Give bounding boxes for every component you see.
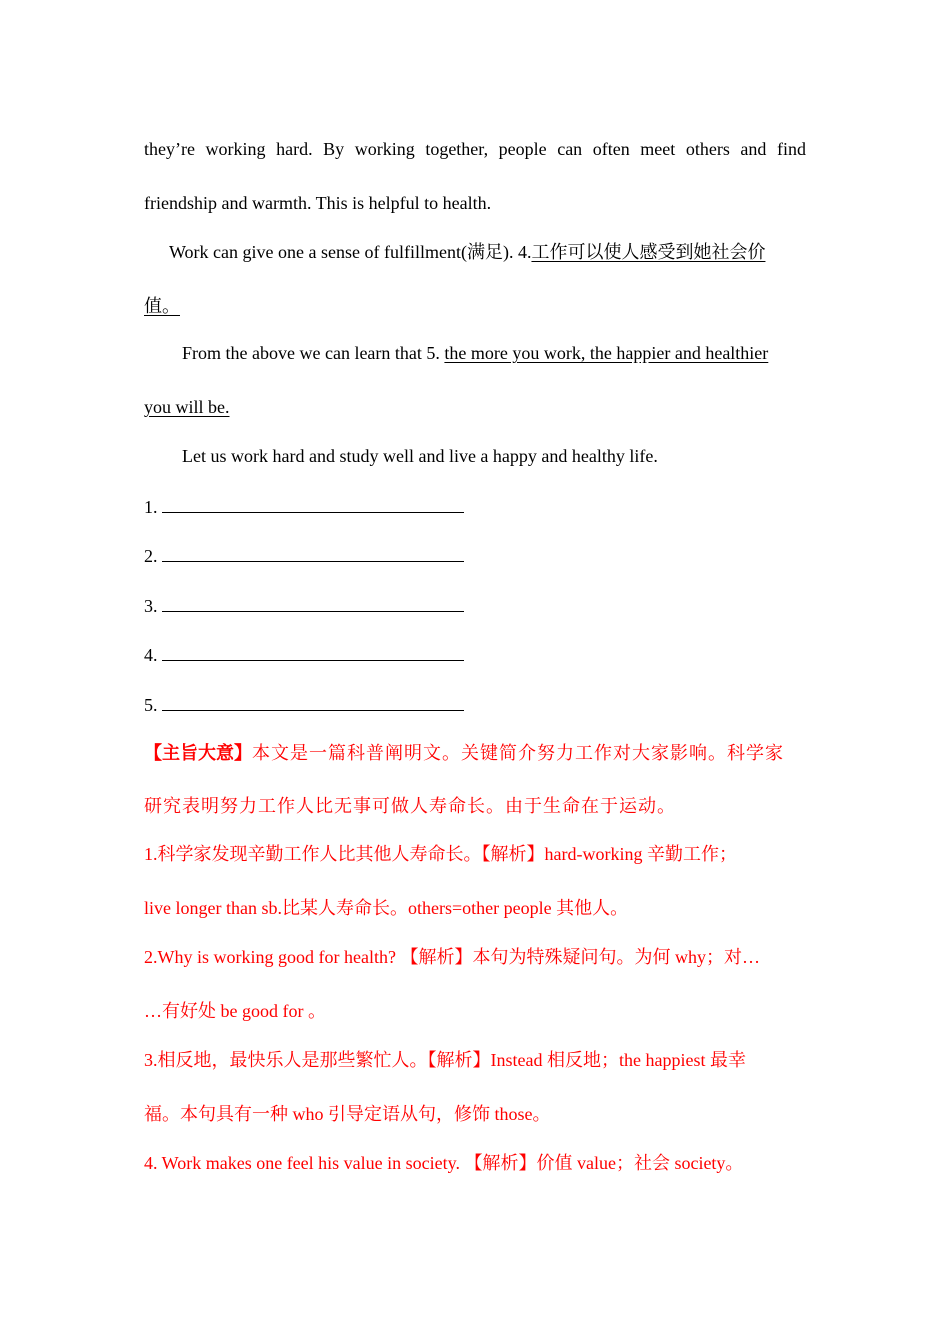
answer-line-label: 1. [144,497,158,517]
answer-4-underlined-cont: 值。 [144,296,180,316]
answer-5-underlined: the more you work, the happier and healthier [444,343,769,363]
answer-blank[interactable] [162,494,464,513]
answer-blank[interactable] [162,593,464,612]
answer-4-underlined: 工作可以使人感受到她社会价 [531,242,766,262]
answer-line-label: 2. [144,546,158,566]
answer-line-label: 3. [144,596,158,616]
passage-paragraph-3-cont [144,395,806,419]
analysis-item-2-line-1: 2.Why is working good for health? 【解析】本句为特殊疑问句。为何 why；对… [144,947,760,967]
passage-line-2: friendship and warmth. This is helpful to health. [144,193,492,213]
answer-line-1 [144,494,806,519]
analysis-item-1-line-1: 1.科学家发现辛勤工作人比其他人寿命长。【解析】hard-working 辛勤工作； [144,844,737,864]
paragraph-3-text: From the above we can learn that 5. [182,343,445,363]
answer-blank[interactable] [162,543,464,562]
analysis-item-3-line-2: 福。本句具有一种 who 引导定语从句，修饰 those。 [144,1104,551,1124]
analysis-item-3-line-1: 3.相反地，最快乐人是那些繁忙人。【解析】Instead 相反地；the happiest 最幸 [144,1050,746,1070]
summary-line-1 [144,741,806,766]
summary-heading: 【主旨大意】 [144,743,252,763]
answer-blank[interactable] [162,642,464,661]
passage-paragraph-3 [182,341,806,365]
passage-line-1: they’re working hard. By working together, people can often meet others and find [144,139,806,159]
analysis-item-2-line-2: …有好处 be good for 。 [144,1001,326,1021]
analysis-item-4-line-1: 4. Work makes one feel his value in society. 【解析】价值 value；社会 society。 [144,1153,744,1173]
analysis-item-1-line-2: live longer than sb.比某人寿命长。others=other people 其他人。 [144,898,629,918]
answer-line-label: 5. [144,695,158,715]
answer-line-4 [144,642,806,667]
passage-paragraph-4: Let us work hard and study well and live a happy and healthy life. [182,446,658,466]
answer-line-3 [144,593,806,618]
answer-5-underlined-cont: you will be. [144,397,230,417]
summary-text: 本文是一篇科普阐明文。关键简介努力工作对大家影响。科学家 [252,743,784,764]
answer-line-2 [144,543,806,568]
answer-line-5 [144,692,806,717]
paragraph-2-text: Work can give one a sense of fulfillment(满足). 4. [169,242,532,262]
answer-line-label: 4. [144,645,158,665]
answer-blank[interactable] [162,692,464,711]
passage-paragraph-2 [169,240,806,264]
passage-paragraph-2-cont [144,294,806,318]
summary-line-2: 研究表明努力工作人比无事可做人寿命长。由于生命在于运动。 [144,796,676,817]
